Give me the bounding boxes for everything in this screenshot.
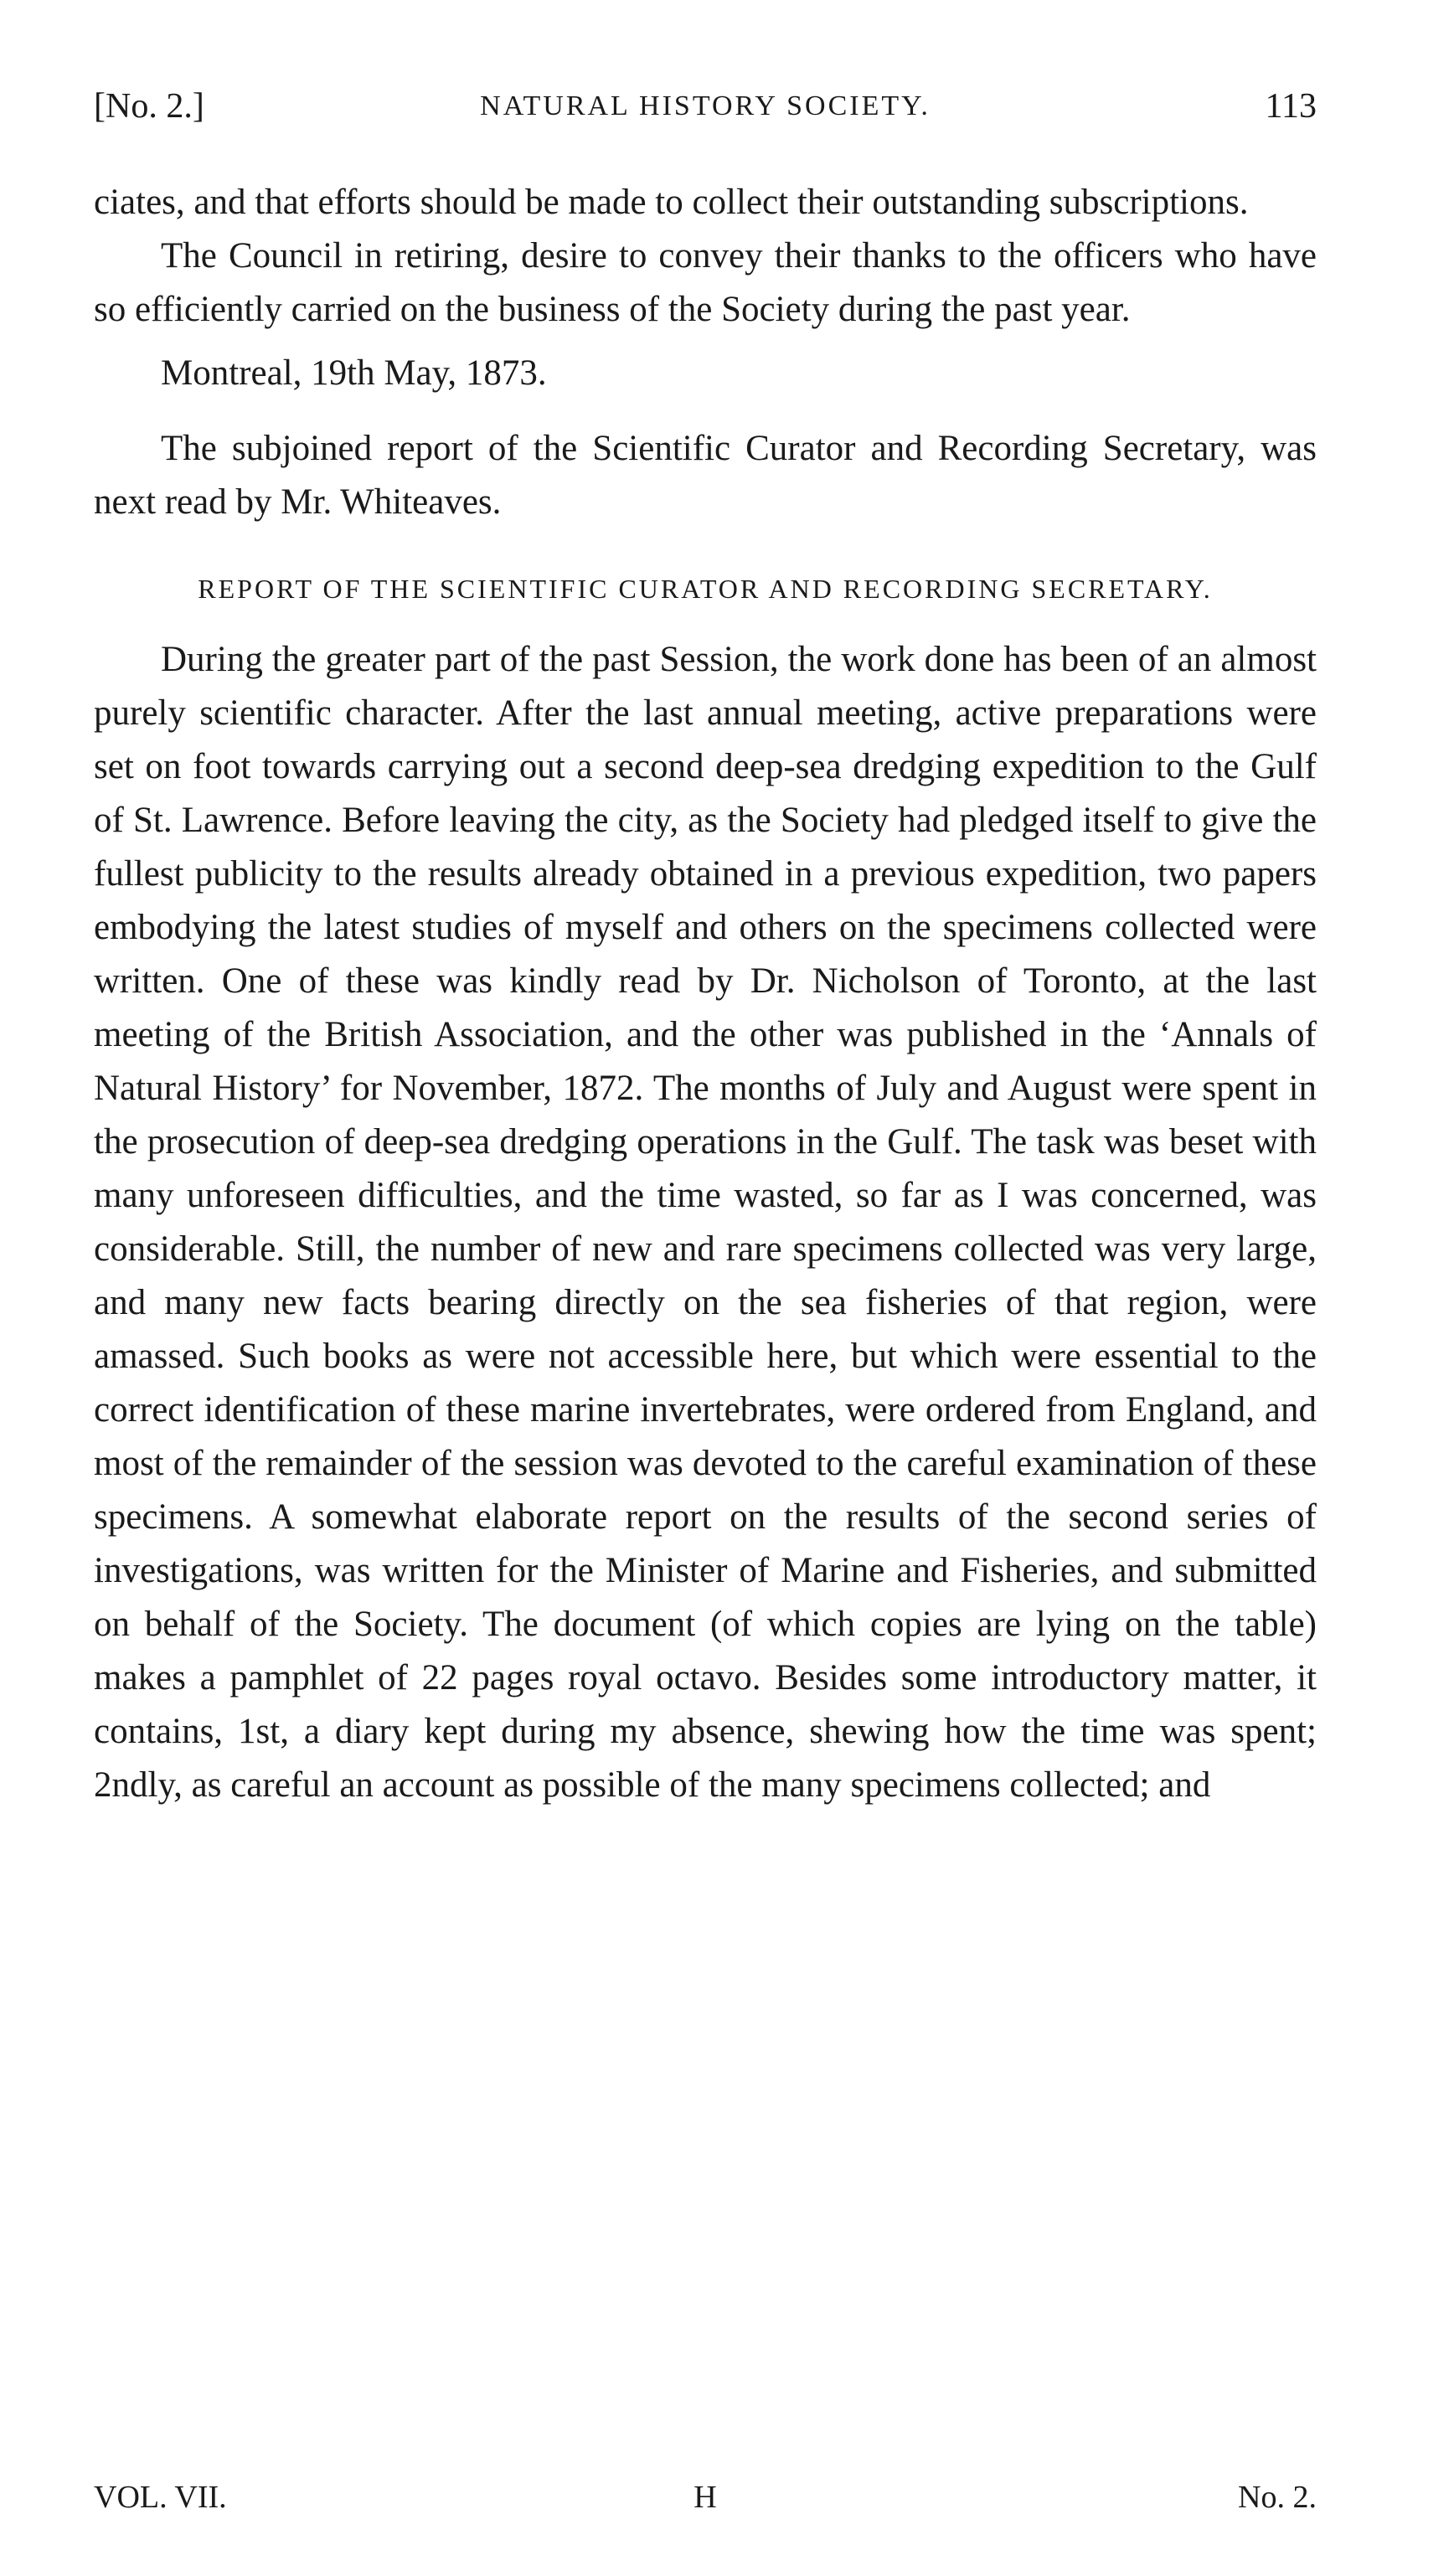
body-text [94,176,1317,1812]
paragraph-continuation: ciates, and that efforts should be made to collect their outstanding subscriptions. [94,183,1249,222]
running-head [94,77,1317,136]
issue-label: [No. 2.] [94,87,204,126]
signature-mark: H [693,2480,717,2515]
paragraph-report-body: During the greater part of the past Session, the work done has been of an almost purely scientific character. After the last annual meeting, active preparations were set on foot towards carrying out a second deep-sea dredging expedition to the Gulf of St. Lawrence. Before leaving the city, as the Society had pledged itself to give the fullest publicity to the results already obtained in a previous expedition, two papers embodying the latest studies of myself and others on the specimens collected were written. One of these was kindly read by Dr. Nicholson of Toronto, at the last meeting of the British Association, and the other was published in the ‘Annals of Natural History’ for November, 1872. The months of July and August were spent in the prosecution of deep-sea dredging operations in the Gulf. The task was beset with many unforeseen difficulties, and the time wasted, so far as I was concerned, was considerable. Still, the number of new and rare specimens collected was very large, and many new facts bearing directly on the sea fisheries of that region, were amassed. Such books as were not accessible here, but which were essential to the correct identification of these marine invertebrates, were ordered from England, and most of the remainder of the session was devoted to the careful examination of these specimens. A somewhat elaborate report on the results of the second series of investigations, was written for the Minister of Marine and Fisheries, and submitted on behalf of the Society. The document (of which copies are lying on the table) makes a pamphlet of 22 pages royal octavo. Besides some introductory matter, it contains, 1st, a diary kept during my absence, shewing how the time was spent; 2ndly, as careful an account as possible of the many specimens collected; and [94,640,1317,1805]
paragraph-subjoined-report: The subjoined report of the Scientific Curator and Recording Secretary, was next read by Mr. Whiteaves. [94,429,1317,522]
dateline: Montreal, 19th May, 1873. [161,353,547,393]
page-number: 113 [1265,87,1317,126]
issue-number: No. 2. [1238,2480,1317,2515]
paragraph-council-thanks: The Council in retiring, desire to convey their thanks to the officers who have so efficiently carried on the business of the Society during the past year. [94,236,1317,329]
report-heading: REPORT OF THE SCIENTIFIC CURATOR AND RECORDING SECRETARY. [198,574,1213,604]
book-page [94,77,1317,2522]
volume-label: VOL. VII. [94,2480,227,2515]
page-footer [94,2472,1317,2522]
running-title: NATURAL HISTORY SOCIETY. [480,90,931,121]
